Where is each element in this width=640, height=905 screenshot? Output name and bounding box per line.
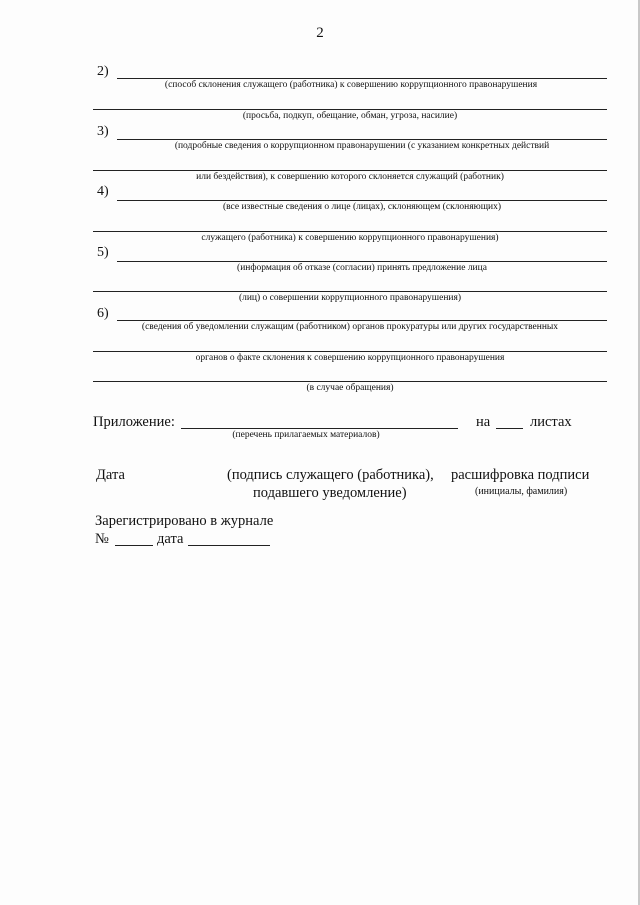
fill-line: [117, 78, 607, 79]
attachment-label: Приложение:: [93, 414, 175, 430]
fill-line: [93, 170, 607, 171]
item-number: 6): [97, 306, 109, 321]
field-caption: (подробные сведения о коррупционном правонарушении (с указанием конкретных действий: [174, 141, 550, 151]
registration-date-label: дата: [157, 531, 184, 547]
fill-line: [117, 200, 607, 201]
field-caption: (все известные сведения о лице (лицах), склоняющем (склоняющих): [222, 202, 502, 212]
registration-label: Зарегистрировано в журнале: [95, 513, 274, 529]
field-caption: служащего (работника) к совершению коррупционного правонарушения): [201, 233, 499, 243]
date-label: Дата: [96, 467, 125, 483]
fill-line: [117, 139, 607, 140]
page-number: 2: [316, 25, 324, 41]
fill-line: [93, 109, 607, 110]
field-caption: (в случае обращения): [306, 383, 394, 393]
field-caption: органов о факте склонения к совершению коррупционного правонарушения: [195, 353, 505, 363]
fill-line: [93, 231, 607, 232]
registration-number-sign: №: [95, 531, 109, 547]
attachment-on-label: на: [476, 414, 491, 430]
field-caption: (просьба, подкуп, обещание, обман, угроза, насилие): [242, 111, 458, 121]
fill-line: [93, 291, 607, 292]
signature-caption-line1: (подпись служащего (работника),: [227, 467, 434, 483]
field-caption: (информация об отказе (согласии) принять предложение лица: [237, 263, 487, 273]
fill-line: [117, 320, 607, 321]
item-number: 5): [97, 245, 109, 260]
fill-line: [93, 351, 607, 352]
attachment-caption: (перечень прилагаемых материалов): [232, 430, 380, 440]
item-number: 4): [97, 184, 109, 199]
sheets-count-line: [496, 428, 523, 429]
fill-line: [93, 381, 607, 382]
decode-label: расшифровка подписи: [451, 467, 590, 483]
decode-caption: (инициалы, фамилия): [475, 486, 568, 497]
item-number: 3): [97, 124, 109, 139]
attachment-sheets-label: листах: [530, 414, 572, 430]
item-number: 2): [97, 64, 109, 79]
registration-number-line: [115, 545, 153, 546]
registration-date-line: [188, 545, 270, 546]
field-caption: или бездействия), к совершению которого склоняется служащий (работник): [196, 172, 504, 182]
signature-caption-line2: подавшего уведомление): [253, 485, 407, 501]
field-caption: (способ склонения служащего (работника) к совершению коррупционного правонарушения: [164, 80, 538, 90]
field-caption: (сведения об уведомлении служащим (работником) органов прокуратуры или других государственных: [141, 322, 559, 332]
fill-line: [117, 261, 607, 262]
attachment-fill-line: [181, 428, 458, 429]
field-caption: (лиц) о совершении коррупционного правонарушения): [238, 293, 462, 303]
